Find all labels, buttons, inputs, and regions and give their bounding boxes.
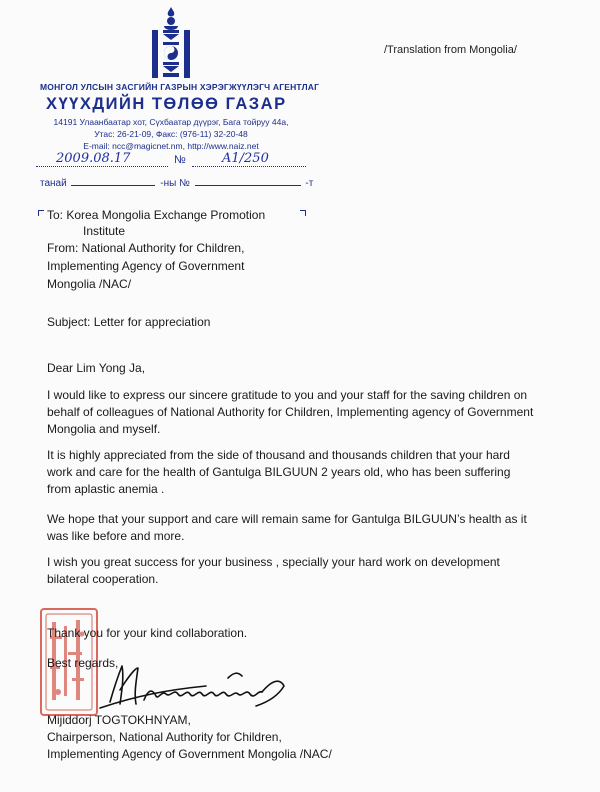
paragraph-line: from aplastic anemia . bbox=[47, 482, 165, 496]
salutation: Dear Lim Yong Ja, bbox=[47, 361, 146, 375]
recipient-line-2: Institute bbox=[83, 224, 126, 238]
address-corner-top-right bbox=[300, 210, 306, 216]
paragraph-line: work and care for the health of Gantulga BILGUUN 2 years old, who has been suffering bbox=[47, 465, 511, 479]
reference-prefix: танай bbox=[40, 178, 67, 189]
signatory-name: Mijiddorj TOGTOKHNYAM, bbox=[47, 713, 191, 727]
letterhead-address: 14191 Улаанбаатар хот, Сүхбаатар дүүрэг, Бага тойруу 44а, bbox=[53, 117, 289, 127]
reference-suffix: -т bbox=[305, 178, 314, 189]
paragraph-line: behalf of colleagues of National Authority for Children, Implementing agency of Government bbox=[47, 405, 534, 419]
paragraph-line: I wish you great success for your business , specially your hard work on development bbox=[47, 555, 500, 569]
paragraph-line: was like before and more. bbox=[47, 529, 185, 543]
translation-note: /Translation from Mongolia/ bbox=[384, 44, 517, 56]
sender-line-1: From: National Authority for Children, bbox=[47, 241, 245, 255]
paragraph-line: It is highly appreciated from the side of thousand and thousands children that your hard bbox=[47, 448, 510, 462]
address-corner-top-left bbox=[38, 210, 44, 216]
paragraph-line: Mongolia and myself. bbox=[47, 422, 161, 436]
handwritten-number: A1/250 bbox=[222, 151, 269, 166]
letterhead-agency-name: ХҮҮХДИЙН ТӨЛӨӨ ГАЗАР bbox=[46, 95, 287, 113]
handwritten-signature bbox=[96, 660, 292, 712]
paragraph-appreciation bbox=[47, 447, 567, 498]
reference-row-2 bbox=[40, 178, 313, 189]
paragraph-line: bilateral cooperation. bbox=[47, 572, 159, 586]
letterhead-email: E-mail: ncc@magicnet.nm, http://www.naiz.net bbox=[83, 141, 259, 151]
signatory-title-line-1: Chairperson, National Authority for Children, bbox=[47, 730, 282, 744]
handwritten-date: 2009.08.17 bbox=[56, 151, 131, 166]
soyombo-emblem bbox=[150, 6, 192, 80]
reference-row bbox=[36, 152, 306, 170]
sender-line-2: Implementing Agency of Government bbox=[47, 259, 245, 273]
thanks-line: Thank you for your kind collaboration. bbox=[47, 626, 248, 640]
number-label: № bbox=[174, 154, 186, 166]
paragraph-gratitude bbox=[47, 387, 567, 438]
date-underline bbox=[36, 166, 168, 167]
paragraph-line: I would like to express our sincere gratitude to you and your staff for the saving children on bbox=[47, 388, 528, 402]
sender-line-3: Mongolia /NAC/ bbox=[47, 277, 132, 291]
reference-blank-2 bbox=[195, 185, 301, 186]
letterhead-phone: Утас: 26-21-09, Факс: (976-11) 32-20-48 bbox=[94, 129, 248, 139]
signatory-title-line-2: Implementing Agency of Government Mongolia /NAC/ bbox=[47, 747, 332, 761]
closing-regards: Best regards, bbox=[47, 656, 119, 670]
paragraph-hope bbox=[47, 511, 567, 545]
subject-line: Subject: Letter for appreciation bbox=[47, 315, 211, 329]
reference-middle: -ны № bbox=[160, 178, 190, 189]
paragraph-wishes bbox=[47, 554, 567, 588]
letterhead-ministry: МОНГОЛ УЛСЫН ЗАСГИЙН ГАЗРЫН ХЭРЭГЖҮҮЛЭГЧ АГЕНТЛАГ bbox=[40, 82, 320, 92]
recipient-line-1: To: Korea Mongolia Exchange Promotion bbox=[47, 208, 266, 222]
reference-blank-1 bbox=[71, 185, 155, 186]
paragraph-line: We hope that your support and care will remain same for Gantulga BILGUUN’s health as it bbox=[47, 512, 527, 526]
number-underline bbox=[192, 166, 306, 167]
